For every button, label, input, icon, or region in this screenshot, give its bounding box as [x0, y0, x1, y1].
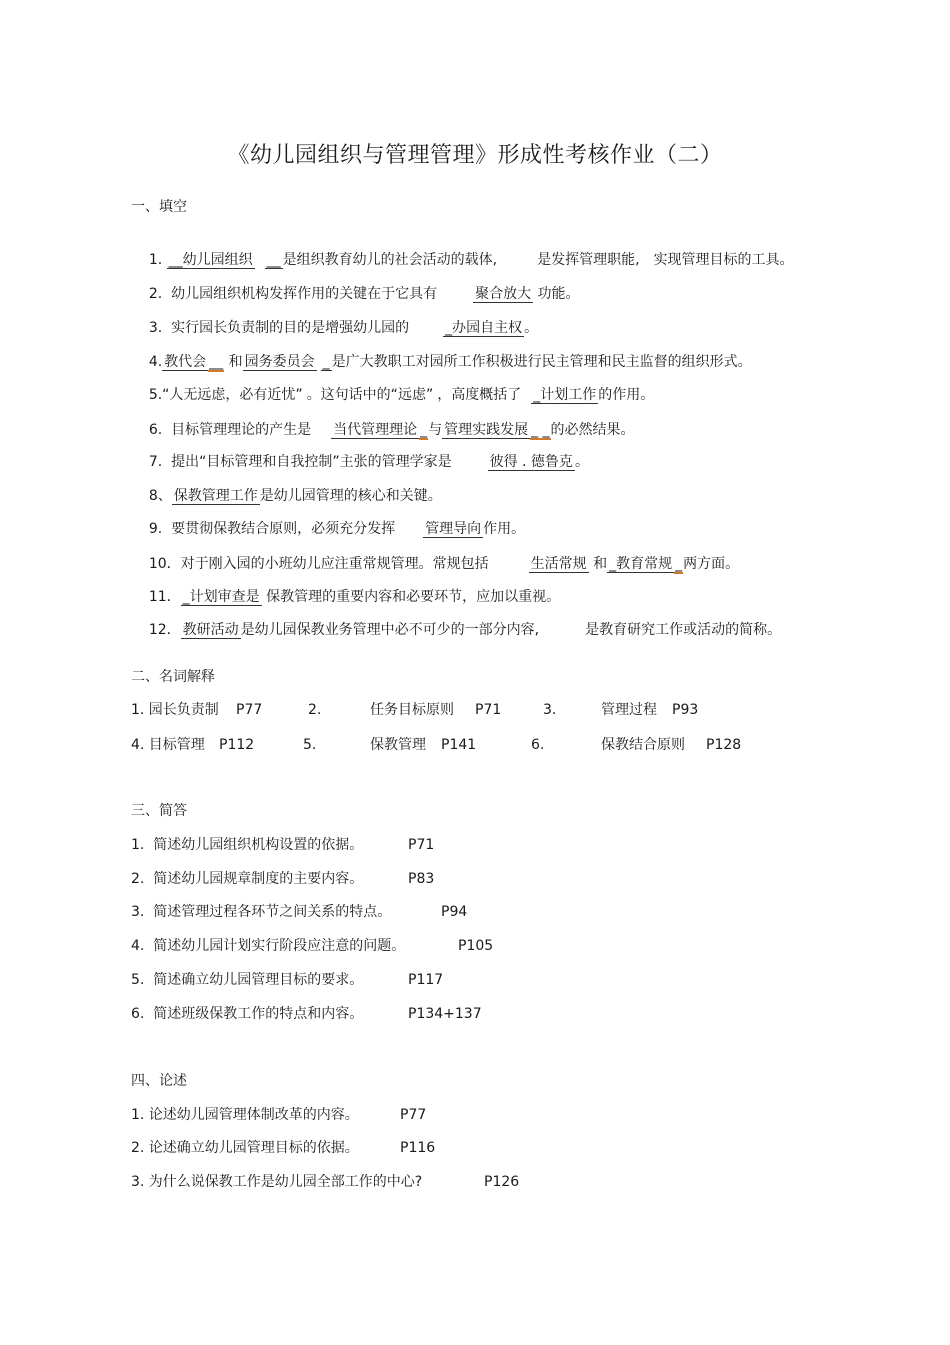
answer-blank: 保教管理工作: [173, 488, 258, 504]
question-text: 和: [228, 354, 243, 370]
term-item: 保教结合原则: [601, 737, 685, 753]
answer-blank: _计划工作: [533, 387, 597, 403]
question-text: 是发挥管理职能,: [537, 252, 640, 268]
question-text: 5.“人无远虑，必有近忧”: [148, 387, 303, 403]
question-text: 是幼儿园管理的核心和关键。: [259, 488, 442, 504]
section-fill-heading: 一、填空: [131, 199, 187, 215]
question-text: 作用。: [483, 521, 526, 537]
answer-blank: 生活常规: [530, 556, 587, 572]
answer-blank-tail: __: [209, 354, 224, 370]
term-page: P112: [219, 737, 255, 753]
page-ref: P117: [408, 972, 444, 988]
question-text: 的作用。: [598, 387, 655, 403]
term-page: P71: [475, 702, 502, 718]
answer-blank-tail: _: [420, 422, 428, 438]
answer-blank: _教育常规: [609, 556, 673, 572]
question-text: 。: [524, 320, 539, 336]
question-number: 4.: [148, 354, 163, 370]
question-text: 3. 实行园长负责制的目的是增强幼儿园的: [148, 320, 410, 336]
short-answer-question: 1. 简述幼儿园组织机构设置的依据。: [131, 837, 364, 853]
answer-blank: 园务委员会: [244, 354, 315, 370]
page-ref: P94: [441, 904, 468, 920]
answer-blank-tail: _: [675, 556, 683, 572]
term-page: P128: [706, 737, 742, 753]
page-ref: P83: [408, 871, 435, 887]
section-short-answer-heading: 三、简答: [131, 803, 187, 819]
answer-blank-tail: _: [322, 354, 330, 370]
essay-question: 1. 论述幼儿园管理体制改革的内容。: [131, 1107, 359, 1123]
question-text: 10．对于刚入园的小班幼儿应注重常规管理。常规包括: [148, 556, 489, 572]
question-text: ，高度概括了: [437, 387, 522, 403]
short-answer-question: 4. 简述幼儿园计划实行阶段应注意的问题。: [131, 938, 406, 954]
term-item: 1. 园长负责制: [131, 702, 219, 718]
essay-question: 2. 论述确立幼儿园管理目标的依据。: [131, 1140, 359, 1156]
question-text: 7. 提出“目标管理和自我控制”主张的管理学家是: [148, 454, 452, 470]
short-answer-question: 3. 简述管理过程各环节之间关系的特点。: [131, 904, 392, 920]
answer-blank: 当代管理理论: [333, 422, 418, 438]
question-text: 6. 目标管理理论的产生是: [148, 422, 312, 438]
page-ref: P71: [408, 837, 435, 853]
answer-blank-tail: __: [266, 252, 281, 268]
answer-blank-tail: _ _: [531, 422, 550, 438]
question-text: 9. 要贯彻保教结合原则，必须充分发挥: [148, 521, 396, 537]
short-answer-question: 5. 简述确立幼儿园管理目标的要求。: [131, 972, 364, 988]
answer-blank: _计划审查是: [182, 589, 260, 605]
question-text: 12．: [148, 622, 181, 638]
question-text: 2. 幼儿园组织机构发挥作用的关键在于它具有: [148, 286, 438, 302]
question-number: 1.: [148, 252, 163, 268]
question-text: 实现管理目标的工具。: [653, 252, 794, 268]
section-terms-heading: 二、名词解释: [131, 669, 215, 685]
term-page: P141: [441, 737, 477, 753]
term-item: 管理过程: [601, 702, 657, 718]
term-page: P77: [236, 702, 263, 718]
question-text: 功能。: [537, 286, 580, 302]
answer-blank: 管理实践发展: [444, 422, 529, 438]
question-text: 。这句话中的“远虑”: [306, 387, 434, 403]
page-ref: P105: [458, 938, 494, 954]
short-answer-question: 6. 简述班级保教工作的特点和内容。: [131, 1006, 364, 1022]
answer-blank: __幼儿园组织: [168, 252, 253, 268]
answer-blank: _办园自主权: [445, 320, 523, 336]
question-text: 是组织教育幼儿的社会活动的载体,: [282, 252, 498, 268]
page-ref: P134+137: [408, 1006, 482, 1022]
term-page: P93: [672, 702, 699, 718]
question-text: 11．: [148, 589, 181, 605]
term-number: 5.: [303, 737, 317, 753]
answer-blank: 管理导向: [425, 521, 482, 537]
term-number: 6.: [531, 737, 545, 753]
question-text: 的必然结果。: [550, 422, 635, 438]
section-essay-heading: 四、论述: [131, 1073, 187, 1089]
answer-blank: 彼得 . 德鲁克: [489, 454, 573, 470]
answer-blank: 教研活动: [182, 622, 239, 638]
question-text: 。: [574, 454, 589, 470]
term-item: 任务目标原则: [370, 702, 454, 718]
short-answer-question: 2. 简述幼儿园规章制度的主要内容。: [131, 871, 364, 887]
term-item: 4. 目标管理: [131, 737, 205, 753]
fill-question-12: [131, 600, 781, 660]
question-text: 和: [593, 556, 608, 572]
question-text: 是幼儿园保教业务管理中必不可少的一部分内容,: [240, 622, 540, 638]
answer-blank: 聚合放大: [475, 286, 532, 302]
essay-question: 3. 为什么说保教工作是幼儿园全部工作的中心?: [131, 1174, 423, 1190]
question-text: 8、: [148, 488, 172, 504]
question-text: 与: [428, 422, 443, 438]
term-number: 2.: [308, 702, 322, 718]
question-text: 是教育研究工作或活动的简称。: [585, 622, 782, 638]
page-ref: P77: [400, 1107, 427, 1123]
term-number: 3.: [543, 702, 557, 718]
page-ref: P126: [484, 1174, 520, 1190]
answer-blank: 教代会: [164, 354, 207, 370]
question-text: 保教管理的重要内容和必要环节，应加以重视。: [266, 589, 561, 605]
term-item: 保教管理: [370, 737, 426, 753]
question-text: 是广大教职工对园所工作积极进行民主管理和民主监督的组织形式。: [331, 354, 752, 370]
question-text: 两方面。: [683, 556, 740, 572]
page-ref: P116: [400, 1140, 436, 1156]
page-title: 《幼儿园组织与管理管理》形成性考核作业（二）: [227, 143, 723, 168]
